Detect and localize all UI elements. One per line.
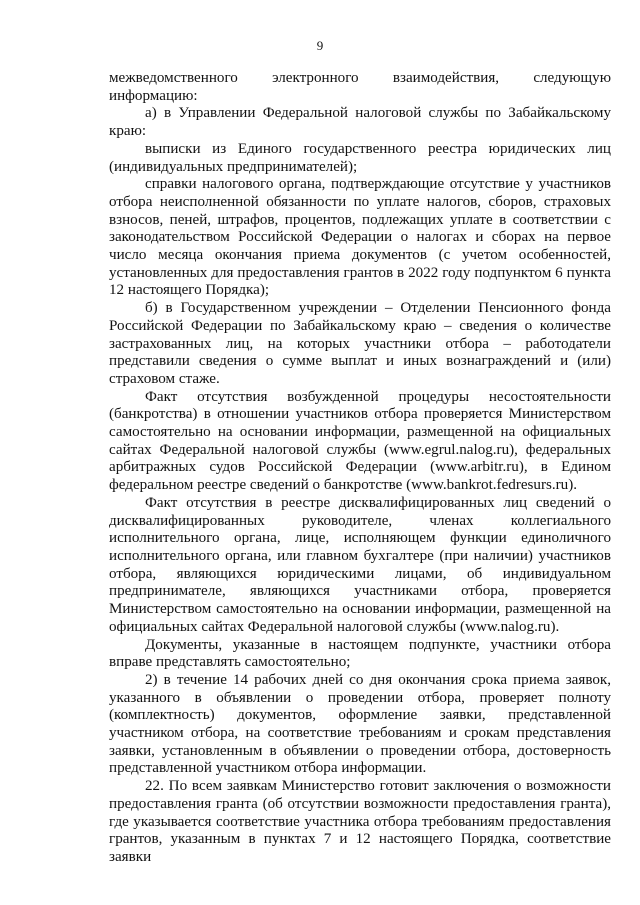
paragraph: 22. По всем заявкам Министерство готовит заключения о возможности предоставления гранта (об отсутствии возможности предоставления гранта), где указывается соответствие участника отбора требованиям предоставления грантов, указанным в пунктах 7 и 12 настоящего Порядка, соответствие заявки — [109, 778, 611, 865]
paragraph: а) в Управлении Федеральной налоговой службы по Забайкальскому краю: — [109, 105, 611, 140]
paragraph: межведомственного электронного взаимодействия, следующую информацию: — [109, 70, 611, 104]
paragraph: Факт отсутствия возбужденной процедуры несостоятельности (банкротства) в отношении участников отбора проверяется Министерством самостоятельно на основании информации, размещенной на официальных сайтах Федеральной налоговой службы (www.egrul.nalog.ru), федеральных арбитражных судов Российской Федерации (www.arbitr.ru), в Едином федеральном реестре сведений о банкротстве (www.bankrot.fedresurs.ru). — [109, 388, 611, 494]
page-number: 9 — [316, 38, 324, 53]
paragraph: Факт отсутствия в реестре дисквалифицированных лиц сведений о дисквалифицированных руководителе, членах коллегиального исполнительного органа, лице, исполняющем функции единоличного исполнительного органа, или главном бухгалтере (при наличии) участников отбора, являющихся юридическими лицами, об индивидуальном предпринимателе, являющихся участниками отбора, проверяется Министерством самостоятельно на основании информации, размещенной на официальных сайтах Федеральной налоговой службы (www.nalog.ru). — [109, 494, 611, 635]
paragraph: Документы, указанные в настоящем подпункте, участники отбора вправе представлять самостоятельно; — [109, 636, 611, 671]
paragraph: б) в Государственном учреждении – Отделении Пенсионного фонда Российской Федерации по Забайкальскому краю – сведения о количестве застрахованных лиц, на которых участники отбора – работодатели представили сведения о сумме выплат и иных вознаграждений и (или) страховом стаже. — [109, 300, 611, 387]
paragraph: выписки из Единого государственного реестра юридических лиц (индивидуальных предпринимателей); — [109, 140, 611, 175]
paragraph: справки налогового органа, подтверждающие отсутствие у участников отбора неисполненной обязанности по уплате налогов, сборов, страховых взносов, пеней, штрафов, процентов, подлежащих уплате в соответствии с законодательством Российской Федерации о налогах и сборах на первое число месяца окончания приема документов (с учетом особенностей, установленных для предоставления грантов в 2022 году подпунктом 6 пункта 12 настоящего Порядка); — [109, 176, 611, 299]
document-body — [109, 70, 611, 867]
paragraph: 2) в течение 14 рабочих дней со дня окончания срока приема заявок, указанного в объявлении о проведении отбора, проверяет полноту (комплектность) документов, оформление заявки, представленной участником отбора, на соответствие требованиям и срокам представления заявки, установленным в объявлении о проведении отбора, достоверность представленной участником отбора информации. — [109, 671, 611, 777]
